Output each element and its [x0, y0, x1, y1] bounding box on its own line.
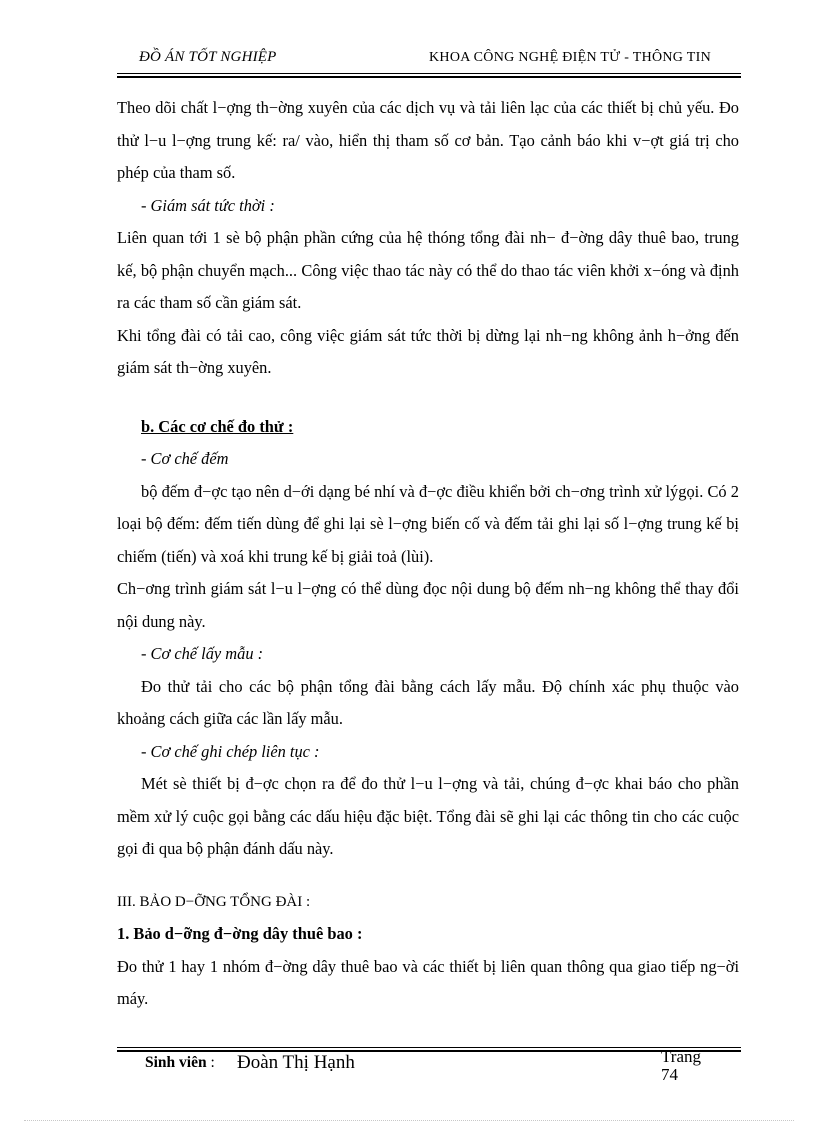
- header-title-left: ĐỒ ÁN TỐT NGHIỆP: [139, 49, 277, 65]
- student-label-text: Sinh viên: [145, 1054, 207, 1071]
- student-label: [145, 1054, 215, 1072]
- body-text: [117, 92, 739, 1016]
- heading-b-measurement-mechanisms: b. Các cơ chế đo thử :: [141, 416, 294, 436]
- spacer: [117, 866, 739, 886]
- paragraph-1: Theo dõi chất l−ợng th−ờng xuyên của các dịch vụ và tải liên lạc của các thiết bị chủ yếu. Đo thử l−u l−ợng trung kế: ra/ vào, hiển thị tham số cơ bản. Tạo cảnh báo khi v−ợt giá trị cho phép của tham số.: [117, 98, 739, 182]
- page-number-block: [661, 1048, 701, 1084]
- student-label-colon: :: [206, 1054, 215, 1071]
- header-title-right: KHOA CÔNG NGHỆ ĐIỆN TỬ - THÔNG TIN: [429, 50, 711, 65]
- page-footer: [117, 1047, 741, 1098]
- paragraph-6: Đo thử tải cho các bộ phận tổng đài bằng cách lấy mẫu. Độ chính xác phụ thuộc vào khoảng cách giữa các lần lấy mẫu.: [117, 676, 739, 728]
- subheading-sampling-mechanism: - Cơ chế lấy mẫu :: [141, 644, 264, 663]
- page-number: 74: [661, 1065, 678, 1084]
- page-label: Trang: [661, 1047, 701, 1066]
- heading-1-subscriber-line-maintenance: 1. Bảo d−ỡng đ−ờng dây thuê bao :: [117, 924, 363, 943]
- paragraph-4: bộ đếm đ−ợc tạo nên d−ới dạng bé nhí và đ−ợc điều khiển bởi ch−ơng trình xử lýgọi. Có 2 loại bộ đếm: đếm tiến dùng để ghi lại sè l−ợng biến cố và đếm tải ghi lại số l−ợng trung kế bị chiếm (tiến) và xoá khi trung kế bị giải toả (lùi).: [117, 481, 739, 566]
- paragraph-7: Mét sè thiết bị đ−ợc chọn ra để đo thử l−u l−ợng và tải, chúng đ−ợc khai báo cho phần mềm xử lý cuộc gọi bằng các dấu hiệu đặc biệt. Tổng đài sẽ ghi lại các thông tin cho các cuộc gọi đi qua bộ phận đánh dấu này.: [117, 774, 739, 858]
- header-rule-top: [117, 73, 741, 74]
- subheading-instant-monitoring: - Giám sát tức thời :: [141, 195, 275, 215]
- section-iii-heading: III. BẢO D−ỠNG TỔNG ĐÀI :: [117, 893, 311, 910]
- footer-rule-top: [117, 1047, 741, 1048]
- subheading-continuous-recording: - Cơ chế ghi chép liên tục :: [141, 741, 320, 761]
- paragraph-2: Liên quan tới 1 sè bộ phận phần cứng của hệ thóng tổng đài nh− đ−ờng dây thuê bao, trung kế, bộ phận chuyển mạch... Công việc thao tác này có thể do thao tác viên khởi x−óng và định ra các tham số cần giám sát.: [117, 228, 739, 312]
- paragraph-5: Ch−ơng trình giám sát l−u l−ợng có thể dùng đọc nội dung bộ đếm nh−ng không thể thay đổi nội dung này.: [117, 579, 739, 631]
- subheading-counter-mechanism: - Cơ chế đếm: [141, 449, 229, 468]
- header-rule-bottom: [117, 76, 741, 78]
- paragraph-8: Đo thử 1 hay 1 nhóm đ−ờng dây thuê bao và các thiết bị liên quan thông qua giao tiếp ng−ời máy.: [117, 956, 739, 1008]
- student-name: Đoàn Thị Hạnh: [237, 1052, 355, 1073]
- page-header: [117, 49, 741, 69]
- spacer: [117, 385, 739, 411]
- page-edge-divider: [24, 1120, 794, 1121]
- paragraph-3: Khi tổng đài có tải cao, công việc giám sát tức thời bị dừng lại nh−ng không ảnh h−ởng đến giám sát th−ờng xuyên.: [117, 325, 739, 377]
